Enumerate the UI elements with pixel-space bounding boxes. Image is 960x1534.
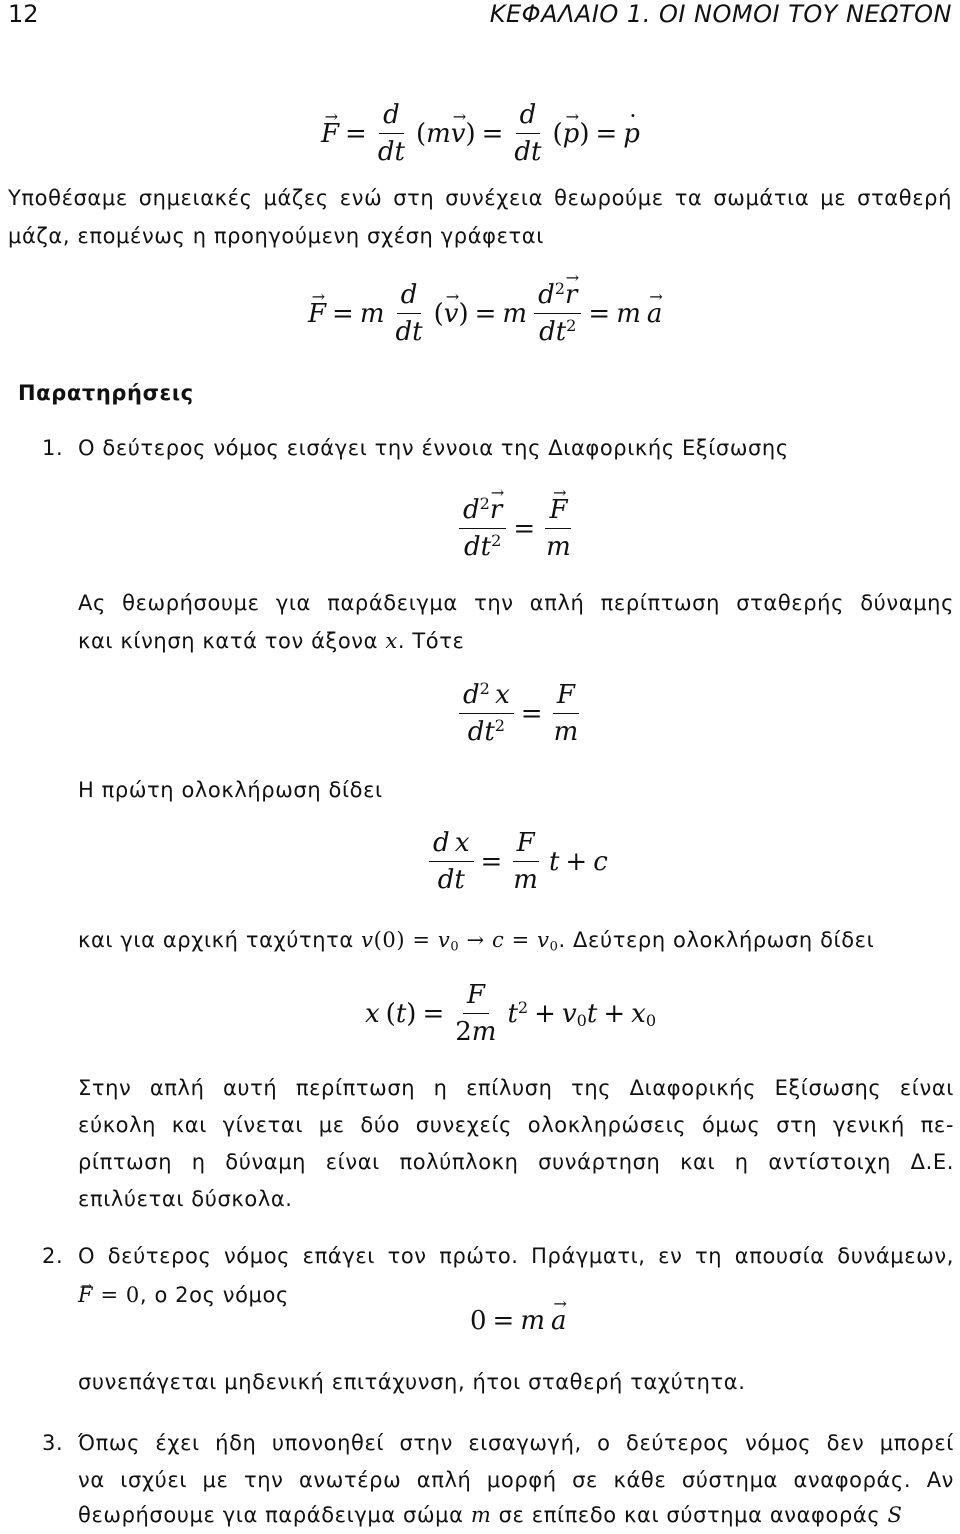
item2-number: 2. — [42, 1244, 64, 1268]
item3-line-2: να ισχύει με την ανωτέρω απλή μορφή σε κάθε σύστημα αναφοράς. Αν — [78, 1468, 954, 1492]
item1-first-integration: Η πρώτη ολοκλήρωση δίδει — [78, 778, 383, 802]
equation-second-integral: x (t) = $\frac{F}{2m}$ $t^2$ + $v_0t$ + $x_0$ — [365, 980, 657, 1047]
item1-example-line-1: Ας θεωρήσουμε για παράδειγμα την απλή περίπτωση σταθερής δύναμης — [78, 591, 954, 615]
item1-paragraph-line-4: επιλύεται δύσκολα. — [78, 1187, 293, 1211]
item2-conclusion: συνεπάγεται μηδενική επιτάχυνση, ήτοι σταθερή ταχύτητα. — [78, 1370, 746, 1394]
item3-line-1: Όπως έχει ήδη υπονοηθεί στην εισαγωγή, ο δεύτερος νόμος δεν μπορεί — [78, 1431, 954, 1455]
item1-paragraph-line-3: ρίπτωση η δύναμη είναι πολύπλοκη συνάρτηση και η αντίστοιχη Δ.Ε. — [78, 1150, 954, 1174]
equation-first-integral: $\frac{\text{d x}}{dt}$ = $\frac{F}{m}$ t + c — [425, 828, 611, 895]
item2-line-1: Ο δεύτερος νόμος επάγει τον πρώτο. Πράγματι, εν τη απουσία δυνάμεων, — [78, 1244, 954, 1268]
item1-initial-condition: και για αρχική ταχύτητα $v(0) = v_0 \to c = v_0$. Δεύτερη ολοκλήρωση δίδει — [78, 928, 875, 955]
equation-1d: $\frac{d^2 x}{dt^2}$ = $\frac{F}{m}$ — [455, 680, 586, 747]
item1-paragraph-line-2: εύκολη και γίνεται με δύο συνεχείς ολοκληρώσεις όμως στη γενική πε- — [78, 1113, 954, 1137]
remarks-heading: Παρατηρήσεις — [18, 381, 194, 405]
intro-line-1: Υποθέσαμε σημειακές μάζες ενώ στη συνέχεια θεωρούμε τα σωμάτια με σταθερή — [8, 186, 952, 210]
item1-paragraph-line-1: Στην απλή αυτή περίπτωση η επίλυση της Διαφορικής Εξίσωσης είναι — [78, 1076, 954, 1100]
intro-line-2: μάζα, επομένως η προηγούμενη σχέση γράφεται — [8, 224, 544, 248]
page-number: 12 — [8, 0, 39, 28]
item1-example-line-2: και κίνηση κατά τον άξονα x. Τότε — [78, 629, 465, 653]
item3-line-3: θεωρήσουμε για παράδειγμα σώμα m σε επίπεδο και σύστημα αναφοράς S — [78, 1503, 903, 1527]
equation-constant-mass: → F = m $\frac{d}{dt}$ (→ v) = m $\frac{d^2\to r}{dt^2}$ = m → a — [305, 280, 665, 347]
item2-line-2: → F = 0, ο 2ος νόμος — [78, 1277, 289, 1314]
equation-newton-momentum: → F = $\frac{d}{dt}$ (m→ v) = $\frac{d}{dt}$ (→ p) = · p — [318, 100, 643, 167]
equation-zero-force: 0 = m → a — [467, 1306, 570, 1336]
equation-differential: $\frac{d^2\to r}{dt^2}$ = → $\frac{F}{m}$ — [455, 495, 579, 562]
item1-intro: Ο δεύτερος νόμος εισάγει την έννοια της Διαφορικής Εξίσωσης — [78, 436, 789, 460]
chapter-title: ΚΕΦΑΛΑΙΟ 1. ΟΙ ΝΟΜΟΙ ΤΟΥ ΝΕΩΤΟΝ — [489, 0, 952, 28]
item1-number: 1. — [42, 436, 64, 460]
item3-number: 3. — [42, 1431, 64, 1455]
